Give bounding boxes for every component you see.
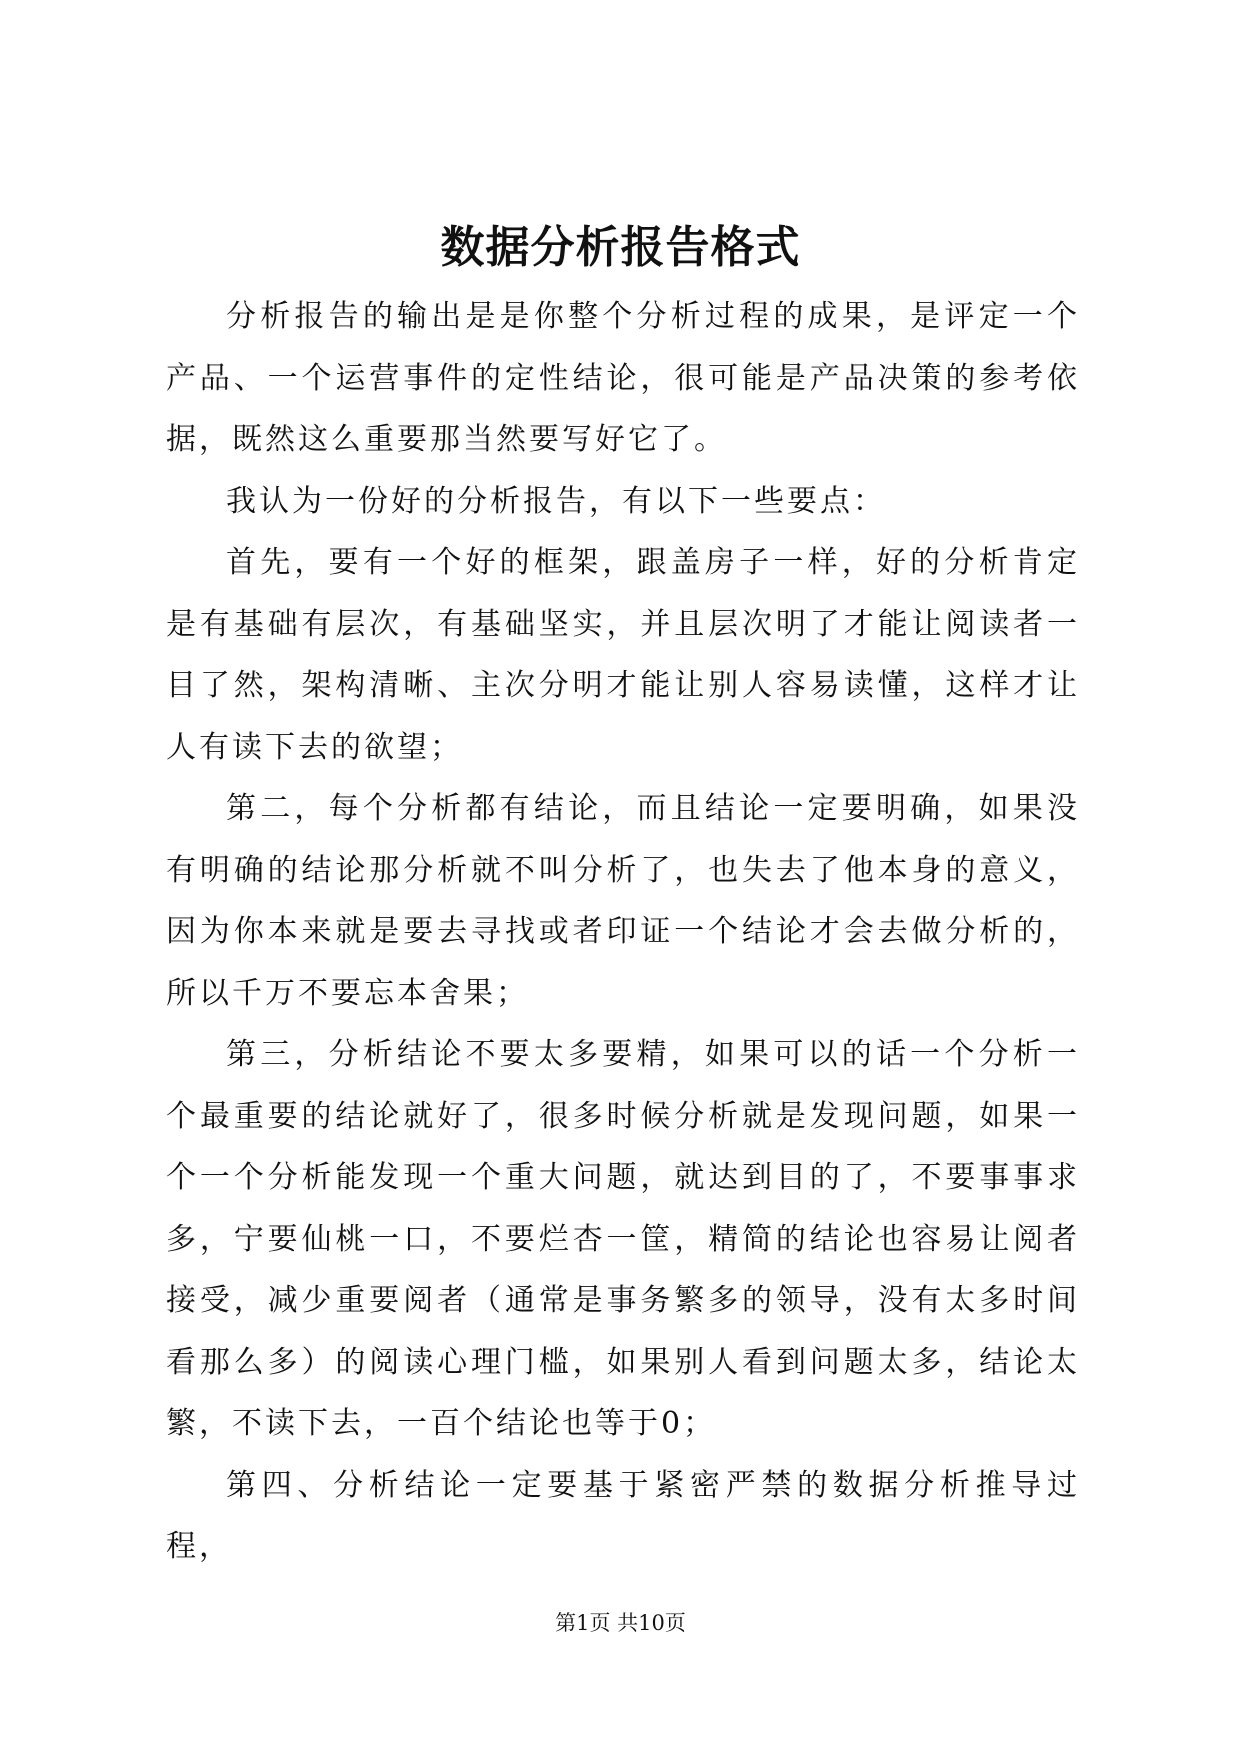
paragraph: 第四、分析结论一定要基于紧密严禁的数据分析推导过程， <box>166 1467 1080 1564</box>
document-title: 数据分析报告格式 <box>440 222 801 273</box>
paragraph: 首先，要有一个好的框架，跟盖房子一样，好的分析肯定是有基础有层次，有基础坚实，并且层次明了才能让阅读者一目了然，架构清晰、主次分明才能让别人容易读懂，这样才让人有读下去的欲望； <box>166 545 1080 765</box>
paragraph: 我认为一份好的分析报告，有以下一些要点： <box>226 483 886 519</box>
document-body <box>166 286 1080 1578</box>
paragraph: 第二，每个分析都有结论，而且结论一定要明确，如果没有明确的结论那分析就不叫分析了，也失去了他本身的意义，因为你本来就是要去寻找或者印证一个结论才会去做分析的，所以千万不要忘本舍果； <box>166 791 1080 1011</box>
paragraph: 分析报告的输出是是你整个分析过程的成果，是评定一个产品、一个运营事件的定性结论，很可能是产品决策的参考依据，既然这么重要那当然要写好它了。 <box>166 299 1080 457</box>
page-number-footer: 第1页 共10页 <box>555 1611 686 1635</box>
paragraph: 第三，分析结论不要太多要精，如果可以的话一个分析一个最重要的结论就好了，很多时候分析就是发现问题，如果一个一个分析能发现一个重大问题，就达到目的了，不要事事求多，宁要仙桃一口，不要烂杏一筐，精简的结论也容易让阅者接受，减少重要阅者（通常是事务繁多的领导，没有太多时间看那么多）的阅读心理门槛，如果别人看到问题太多，结论太繁，不读下去，一百个结论也等于0； <box>166 1037 1080 1441</box>
